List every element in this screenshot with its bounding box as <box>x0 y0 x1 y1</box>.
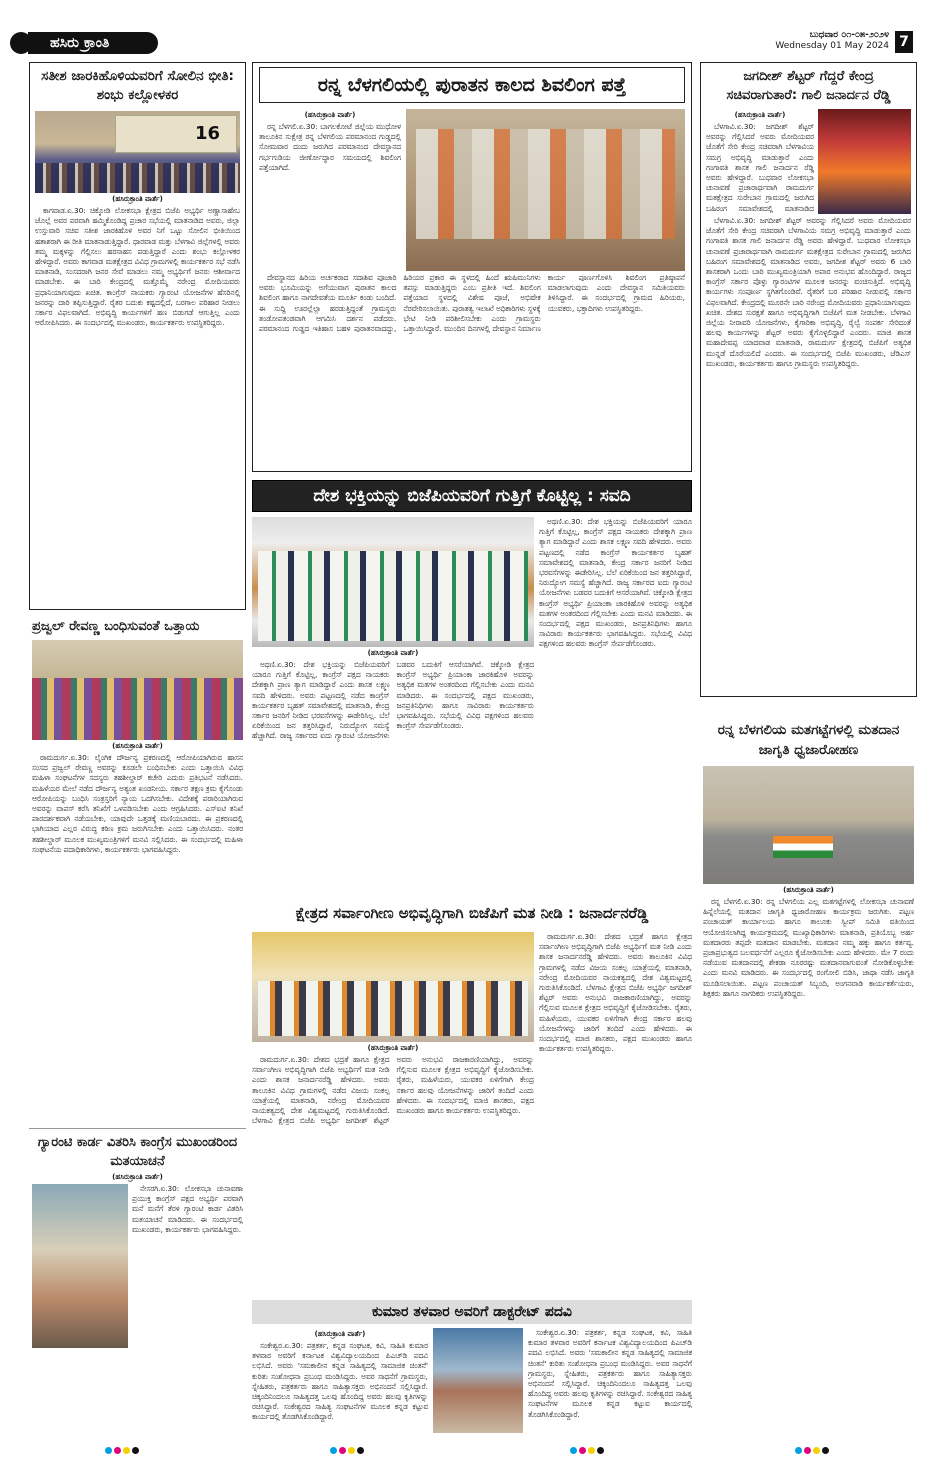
body-text: ರನ್ನ ಬೆಳಗಲಿ.ಏ.30: ಬಾಗಲಕೋಟೆ ಜಿಲ್ಲೆಯ ಮುಧೋಳ ತಾಲೂಕಿನ ಸುಕ್ಷೇತ್ರ ರನ್ನ ಬೆಳಗಲಿಯ ಪರಮಾನಂದ ಗುಡ್ಡದಲ್ಲಿ ಸೋಮವಾರ ದಂದು ಜರುಗಿದ ಪರಮಾನಂದ ದೇವಸ್ಥಾನದ ಗರ್ಭಗುಡಿಯ ಜೀರ್ಣೋದ್ಧಾರ ಸಮಯದಲ್ಲಿ ಶಿವಲಿಂಗ ಪತ್ತೆಯಾಗಿದೆ. <box>259 122 401 172</box>
photo-people <box>258 551 528 641</box>
left-story-3-body <box>132 1184 243 1384</box>
left-story-2-photo <box>32 640 243 740</box>
bureau-credit: (ಹಸಿರುಕ್ರಾಂತಿ ವಾರ್ತೆ) <box>112 1173 163 1181</box>
bureau-credit: (ಹಸಿರುಕ್ರಾಂತಿ ವಾರ್ತೆ) <box>304 111 356 119</box>
center-top-headline: ರನ್ನ ಬೆಳಗಲಿಯಲ್ಲಿ ಪುರಾತನ ಕಾಲದ ಶಿವಲಿಂಗ ಪತ್ತೆ <box>259 67 685 103</box>
center-top-body <box>259 273 685 458</box>
right-story-1-headline: ಜಗದೀಶ್ ಶೆಟ್ಟರ್ ಗೆದ್ದರೆ ಕೇಂದ್ರ ಸಚಿವರಾಗುತಾರೆ: ಗಾಲಿ ಜನಾರ್ದನ ರೆಡ್ಡಿ <box>726 69 891 103</box>
center-bottom-story <box>252 1300 692 1440</box>
magenta-dot <box>339 1447 346 1454</box>
masthead-title: ಹಸಿರು ಕ್ರಾಂತಿ <box>28 32 158 54</box>
body-text: ಬೆಳಗಾವಿ.ಏ.30: ಜಗದೀಶ್ ಶೆಟ್ಟರ್ ಅವರನ್ನು ಗೆಲ್ಲಿಸಿದರೆ ಅವರು ಮೋದಿಯವರ ಜೊತೆಗೆ ಸೇರಿ ಕೇಂದ್ರ ಸಚಿವರಾಗಿ ಬೆಳಗಾವಿಯ ಸಮಗ್ರ ಅಭಿವೃದ್ಧಿ ಮಾಡುತ್ತಾರೆ ಎಂದು ಗಂಗಾವತಿ ಶಾಸಕ ಗಾಲಿ ಜನಾರ್ದನ ರೆಡ್ಡಿ ಅವರು ಹೇಳಿದ್ದಾರೆ. ಬುಧವಾರ ಲೋಕಸಭಾ ಚುನಾವಣೆ ಪ್ರಚಾರಾರ್ಥವಾಗಿ ರಾಮದುರ್ಗ ಮತಕ್ಷೇತ್ರದ ಸುರೇಬಾನ ಗ್ರಾಮದಲ್ಲಿ ಜರುಗಿದ ಬಹಿರಂಗ ಸಮಾವೇಶದಲ್ಲಿ ಮಾತನಾಡಿದ ಅವರು, ಜಗದೀಶ ಶೆಟ್ಟರ್ ಅವರು 6 ಬಾರಿ ಶಾಸಕರಾಗಿ ಒಂದು ಬಾರಿ ಮುಖ್ಯಮಂತ್ರಿಯಾಗಿ ಅಪಾರ ಅನುಭವ ಹೊಂದಿದ್ದಾರೆ. ರಾಜ್ಯದ ಕಾಂಗ್ರೆಸ್ ಸರ್ಕಾರ ಪೊಳ್ಳು ಗ್ಯಾರಂಟಿಗಳ ಮೂಲಕ ಜನರನ್ನು ವಂಚಿಸುತ್ತಿದೆ. ಅಭಿವೃದ್ಧಿ ಕಾರ್ಯಗಳು ಸಂಪೂರ್ಣ ಸ್ಥಗಿತಗೊಂಡಿವೆ. ರೈತರಿಗೆ ಬರ ಪರಿಹಾರ ನೀಡುವಲ್ಲಿ ಸರ್ಕಾರ ವಿಫಲವಾಗಿದೆ. ಕೇಂದ್ರದಲ್ಲಿ ಮೂರನೇ ಬಾರಿ ನರೇಂದ್ರ ಮೋದಿಯವರು ಪ್ರಧಾನಿಯಾಗುವುದು ಖಚಿತ. ದೇಶದ ಸುರಕ್ಷತೆ ಹಾಗೂ ಅಭಿವೃದ್ಧಿಗಾಗಿ ಬಿಜೆಪಿಗೆ ಮತ ನೀಡಬೇಕು. ಬೆಳಗಾವಿ ಜಿಲ್ಲೆಯ ನೀರಾವರಿ ಯೋಜನೆಗಳು, ಕೈಗಾರಿಕಾ ಅಭಿವೃದ್ಧಿ, ರೈಲ್ವೆ ಸಂಪರ್ಕ ಸೇರಿದಂತೆ ಹಲವು ಕಾರ್ಯಗಳನ್ನು ಶೆಟ್ಟರ್ ಅವರು ಕೈಗೊಳ್ಳಲಿದ್ದಾರೆ ಎಂದರು. ಮಾಜಿ ಶಾಸಕ ಮಹಾದೇವಪ್ಪ ಯಾದವಾಡ ಮಾತನಾಡಿ, ರಾಮದುರ್ಗ ಕ್ಷೇತ್ರದಲ್ಲಿ ಬಿಜೆಪಿಗೆ ಅತ್ಯಧಿಕ ಮುನ್ನಡೆ ದೊರೆಯಲಿದೆ ಎಂದರು. ಈ ಸಂದರ್ಭದಲ್ಲಿ ಬಿಜೆಪಿ ಮುಖಂಡರು, ಜೆಡಿಎಸ್ ಮುಖಂಡರು, ಕಾರ್ಯಕರ್ತರು ಹಾಗೂ ಗ್ರಾಮಸ್ಥರು ಉಪಸ್ಥಿತರಿದ್ದರು. <box>706 216 911 368</box>
center-lower-body-cont <box>539 932 692 1290</box>
photo-banner-number: 16 <box>195 123 221 144</box>
bureau-credit: (ಹಸಿರುಕ್ರಾಂತಿ ವಾರ್ತೆ) <box>367 1044 419 1052</box>
bureau-credit: (ಹಸಿರುಕ್ರಾಂತಿ ವಾರ್ತೆ) <box>734 111 786 119</box>
registration-marks-3 <box>570 1447 604 1454</box>
right-story-2 <box>700 720 917 1440</box>
left-story-3-photo <box>32 1184 128 1348</box>
center-top-story <box>252 62 692 472</box>
bureau-credit: (ಹಸಿರುಕ್ರಾಂತಿ ವಾರ್ತೆ) <box>783 886 834 894</box>
right-story-1-intro <box>706 122 814 214</box>
dateline-english: Wednesday 01 May 2024 <box>775 41 889 51</box>
registration-marks-4 <box>795 1447 829 1454</box>
body-text: ನೇಸರಗಿ.ಏ.30: ಲೋಕಸಭಾ ಚುನಾವಣಾ ಪ್ರಯುಕ್ತ ಕಾಂಗ್ರೆಸ್ ಪಕ್ಷದ ಅಭ್ಯರ್ಥಿ ಪರವಾಗಿ ಮನೆ ಮನೆಗೆ ತೆರಳಿ ಗ್ಯಾರಂಟಿ ಕಾರ್ಡ ವಿತರಿಸಿ ಮತಯಾಚನೆ ಮಾಡಿದರು. ಈ ಸಂದರ್ಭದಲ್ಲಿ ಮುಖಂಡರು, ಕಾರ್ಯಕರ್ತರು ಭಾಗವಹಿಸಿದ್ದರು. <box>132 1184 243 1234</box>
center-mid-photo <box>252 517 534 647</box>
right-story-1-body <box>706 216 911 686</box>
body-text: ಬೆಳಗಾವಿ.ಏ.30: ಜಗದೀಶ್ ಶೆಟ್ಟರ್ ಅವರನ್ನು ಗೆಲ್ಲಿಸಿದರೆ ಅವರು ಮೋದಿಯವರ ಜೊತೆಗೆ ಸೇರಿ ಕೇಂದ್ರ ಸಚಿವರಾಗಿ ಬೆಳಗಾವಿಯ ಸಮಗ್ರ ಅಭಿವೃದ್ಧಿ ಮಾಡುತ್ತಾರೆ ಎಂದು ಗಂಗಾವತಿ ಶಾಸಕ ಗಾಲಿ ಜನಾರ್ದನ ರೆಡ್ಡಿ ಅವರು ಹೇಳಿದ್ದಾರೆ. ಬುಧವಾರ ಲೋಕಸಭಾ ಚುನಾವಣೆ ಪ್ರಚಾರಾರ್ಥವಾಗಿ ರಾಮದುರ್ಗ ಮತಕ್ಷೇತ್ರದ ಸುರೇಬಾನ ಗ್ರಾಮದಲ್ಲಿ ಜರುಗಿದ ಬಹಿರಂಗ ಸಮಾವೇಶದಲ್ಲಿ ಮಾತನಾಡಿದ <box>706 122 814 213</box>
cyan-dot <box>105 1447 112 1454</box>
body-text: ಸಂಕೇಶ್ವರ.ಏ.30: ಪತ್ರಕರ್ತ, ಕನ್ನಡ ಸಂಘಟಕ, ಕವಿ, ಸಾಹಿತಿ ಕುಮಾರ ತಳವಾರ ಅವರಿಗೆ ಕರ್ನಾಟಕ ವಿಶ್ವವಿದ್ಯಾಲಯದಿಂದ ಪಿಎಚ್‌ಡಿ ಪದವಿ ಲಭಿಸಿದೆ. ಅವರು 'ಸಮಕಾಲೀನ ಕನ್ನಡ ಸಾಹಿತ್ಯದಲ್ಲಿ ಸಾಮಾಜಿಕ ಚಿಂತನೆ' ಕುರಿತು ಸಂಶೋಧನಾ ಪ್ರಬಂಧ ಮಂಡಿಸಿದ್ದರು. ಅವರ ಸಾಧನೆಗೆ ಗ್ರಾಮಸ್ಥರು, ಸ್ನೇಹಿತರು, ಪತ್ರಕರ್ತರು ಹಾಗೂ ಸಾಹಿತ್ಯಾಸಕ್ತರು ಅಭಿನಂದನೆ ಸಲ್ಲಿಸಿದ್ದಾರೆ. ಚಿಕ್ಕಂದಿನಿಂದಲೂ ಸಾಹಿತ್ಯದತ್ತ ಒಲವು ಹೊಂದಿದ್ದ ಅವರು ಹಲವು ಕೃತಿಗಳನ್ನು ರಚಿಸಿದ್ದಾರೆ. ಸಂಕೇಶ್ವರದ ಸಾಹಿತ್ಯ ಸಂಘಟನೆಗಳ ಮೂಲಕ ಕನ್ನಡ ಕಟ್ಟುವ ಕಾರ್ಯದಲ್ಲಿ ತೊಡಗಿಸಿಕೊಂಡಿದ್ದಾರೆ. <box>252 1341 428 1422</box>
black-dot <box>132 1447 139 1454</box>
speaker-photo <box>818 109 911 214</box>
center-top-intro <box>259 122 401 270</box>
photo-crowd <box>32 678 243 740</box>
left-story-1-headline: ಸತೀಶ ಜಾರಕಿಹೊಳಿಯವರಿಗೆ ಸೋಲಿನ ಭೀತಿ: ಶಂಭು ಕಲ್ಲೋಳಕರ <box>41 68 234 103</box>
left-story-1-body <box>35 206 240 621</box>
center-lower-photo <box>252 932 534 1042</box>
left-story-1-photo <box>35 111 240 193</box>
body-text: ಸಂಕೇಶ್ವರ.ಏ.30: ಪತ್ರಕರ್ತ, ಕನ್ನಡ ಸಂಘಟಕ, ಕವಿ, ಸಾಹಿತಿ ಕುಮಾರ ತಳವಾರ ಅವರಿಗೆ ಕರ್ನಾಟಕ ವಿಶ್ವವಿದ್ಯಾಲಯದಿಂದ ಪಿಎಚ್‌ಡಿ ಪದವಿ ಲಭಿಸಿದೆ. ಅವರು 'ಸಮಕಾಲೀನ ಕನ್ನಡ ಸಾಹಿತ್ಯದಲ್ಲಿ ಸಾಮಾಜಿಕ ಚಿಂತನೆ' ಕುರಿತು ಸಂಶೋಧನಾ ಪ್ರಬಂಧ ಮಂಡಿಸಿದ್ದರು. ಅವರ ಸಾಧನೆಗೆ ಗ್ರಾಮಸ್ಥರು, ಸ್ನೇಹಿತರು, ಪತ್ರಕರ್ತರು ಹಾಗೂ ಸಾಹಿತ್ಯಾಸಕ್ತರು ಅಭಿನಂದನೆ ಸಲ್ಲಿಸಿದ್ದಾರೆ. ಚಿಕ್ಕಂದಿನಿಂದಲೂ ಸಾಹಿತ್ಯದತ್ತ ಒಲವು ಹೊಂದಿದ್ದ ಅವರು ಹಲವು ಕೃತಿಗಳನ್ನು ರಚಿಸಿದ್ದಾರೆ. ಸಂಕೇಶ್ವರದ ಸಾಹಿತ್ಯ ಸಂಘಟನೆಗಳ ಮೂಲಕ ಕನ್ನಡ ಕಟ್ಟುವ ಕಾರ್ಯದಲ್ಲಿ ತೊಡಗಿಸಿಕೊಂಡಿದ್ದಾರೆ. <box>528 1328 692 1419</box>
black-dot <box>597 1447 604 1454</box>
body-text: ಕಾಗವಾಡ.ಏ.30: ಚಿಕ್ಕೋಡಿ ಲೋಕಸಭಾ ಕ್ಷೇತ್ರದ ಬಿಜೆಪಿ ಅಭ್ಯರ್ಥಿ ಅಣ್ಣಾಸಾಹೇಬ ಜೊಲ್ಲೆ ಅವರ ಪರವಾಗಿ ಹಮ್ಮಿಕೊಂಡಿದ್ದ ಪ್ರಚಾರ ಸಭೆಯಲ್ಲಿ ಮಾತನಾಡಿದ ಅವರು, ಜಿಲ್ಲಾ ಉಸ್ತುವಾರಿ ಸಚಿವ ಸತೀಶ ಜಾರಕಿಹೊಳಿ ಅವರ ನಿಗೆ ಒಟ್ಟು ಸೋಲಿನ ಭೀತಿಯಿಂದ ಹತಾಶರಾಗಿ ಈ ರೀತಿ ಮಾತನಾಡುತ್ತಿದ್ದಾರೆ. ಧಾರವಾಡ ಮತ್ತು ಬೆಳಗಾವಿ ಜಿಲ್ಲೆಗಳಲ್ಲಿ ಅವರು ತಮ್ಮ ಮಕ್ಕಳನ್ನು ಗೆಲ್ಲಿಸಲು ಹರಸಾಹಸ ಪಡುತ್ತಿದ್ದಾರೆ ಎಂದು ಶಂಭು ಕಲ್ಲೋಳಕರ ಹೇಳಿದ್ದಾರೆ. ಅವರು ಕಾಗವಾಡ ಮತಕ್ಷೇತ್ರದ ವಿವಿಧ ಗ್ರಾಮಗಳಲ್ಲಿ ಕಾರ್ಯಕರ್ತರ ಸಭೆ ನಡೆಸಿ ಮಾತನಾಡಿ, ಸಂಸದರಾಗಿ ಜನರ ಸೇವೆ ಮಾಡಲು ನಮ್ಮ ಅಭ್ಯರ್ಥಿಗೆ ಜನರು ಆಶೀರ್ವಾದ ಮಾಡಬೇಕು. ಈ ಬಾರಿ ಕೇಂದ್ರದಲ್ಲಿ ಮತ್ತೊಮ್ಮೆ ನರೇಂದ್ರ ಮೋದಿಯವರು ಪ್ರಧಾನಿಯಾಗುವುದು ಖಚಿತ. ಕಾಂಗ್ರೆಸ್ ನಾಯಕರು ಗ್ಯಾರಂಟಿ ಯೋಜನೆಗಳ ಹೆಸರಿನಲ್ಲಿ ಜನರನ್ನು ದಾರಿ ತಪ್ಪಿಸುತ್ತಿದ್ದಾರೆ. ರೈತರ ಬದುಕು ಕಷ್ಟದಲ್ಲಿದೆ, ಬರಗಾಲ ಪರಿಹಾರ ನೀಡಲು ಸರ್ಕಾರ ವಿಫಲವಾಗಿದೆ. ಅಭಿವೃದ್ಧಿ ಕಾರ್ಯಗಳಿಗೆ ಹಣ ಬಿಡುಗಡೆ ಆಗುತ್ತಿಲ್ಲ ಎಂದು ಆರೋಪಿಸಿದರು. ಈ ಸಂದರ್ಭದಲ್ಲಿ ಮುಖಂಡರು, ಕಾರ್ಯಕರ್ತರು ಉಪಸ್ಥಿತರಿದ್ದರು. <box>35 206 240 328</box>
center-mid-story <box>252 480 692 890</box>
left-story-1 <box>29 62 246 610</box>
body-text: ದೇವಸ್ಥಾನದ ಹಿರಿಯ ಅರ್ಚಕರಾದ ಸದಾಶಿವ ಪೂಜಾರಿ ಅವರು ಭೂಮಿಯನ್ನು ಅಗೆಯುವಾಗ ಪುರಾತನ ಕಾಲದ ಶಿವಲಿಂಗ ಹಾಗೂ ನಾಗದೇವತೆಯ ಮೂರ್ತಿ ಕಂಡು ಬಂದಿದೆ. ಈ ಸುದ್ದಿ ಊರಲ್ಲೆಲ್ಲಾ ಹರಡುತ್ತಿದ್ದಂತೆ ಗ್ರಾಮಸ್ಥರು ತಂಡೋಪತಂಡವಾಗಿ ಆಗಮಿಸಿ ದರ್ಶನ ಪಡೆದರು. ಪರಮಾನಂದ ಗುಡ್ಡದ ಇತಿಹಾಸ ಬಹಳ ಪುರಾತನವಾದದ್ದು, ಹಿರಿಯರ ಪ್ರಕಾರ ಈ ಸ್ಥಳದಲ್ಲಿ ಹಿಂದೆ ಋಷಿಮುನಿಗಳು ತಪಸ್ಸು ಮಾಡುತ್ತಿದ್ದರು ಎಂಬ ಪ್ರತೀತಿ ಇದೆ. ಶಿವಲಿಂಗ ಪತ್ತೆಯಾದ ಸ್ಥಳದಲ್ಲಿ ವಿಶೇಷ ಪೂಜೆ, ಅಭಿಷೇಕ ನೆರವೇರಿಸಲಾಯಿತು. ಪುರಾತತ್ವ ಇಲಾಖೆ ಅಧಿಕಾರಿಗಳು ಸ್ಥಳಕ್ಕೆ ಭೇಟಿ ನೀಡಿ ಪರಿಶೀಲಿಸಬೇಕು ಎಂದು ಗ್ರಾಮಸ್ಥರು ಒತ್ತಾಯಿಸಿದ್ದಾರೆ. ಮುಂದಿನ ದಿನಗಳಲ್ಲಿ ದೇವಸ್ಥಾನ ನಿರ್ಮಾಣ ಕಾರ್ಯ ಪೂರ್ಣಗೊಳಿಸಿ ಶಿವಲಿಂಗ ಪ್ರತಿಷ್ಠಾಪನೆ ಮಾಡಲಾಗುವುದು ಎಂದು ದೇವಸ್ಥಾನ ಸಮಿತಿಯವರು ತಿಳಿಸಿದ್ದಾರೆ. ಈ ಸಂದರ್ಭದಲ್ಲಿ ಗ್ರಾಮದ ಹಿರಿಯರು, ಯುವಕರು, ಭಕ್ತಾದಿಗಳು ಉಪಸ್ಥಿತರಿದ್ದರು. <box>259 273 685 334</box>
dateline-kannada: ಬುಧವಾರ ೦೧-೦೫-೨೦೨೪ <box>809 30 889 40</box>
center-bottom-body-cont <box>528 1328 692 1433</box>
center-mid-body <box>252 660 534 895</box>
left-story-3 <box>29 1128 246 1443</box>
magenta-dot <box>804 1447 811 1454</box>
right-story-2-photo <box>703 766 914 884</box>
bureau-credit: (ಹಸಿರುಕ್ರಾಂತಿ ವಾರ್ತೆ) <box>367 649 419 657</box>
body-text: ರಾಮದುರ್ಗ.ಏ.30: ದೇಶದ ಭದ್ರತೆ ಹಾಗೂ ಕ್ಷೇತ್ರದ ಸರ್ವಾಂಗೀಣ ಅಭಿವೃದ್ಧಿಗಾಗಿ ಬಿಜೆಪಿ ಅಭ್ಯರ್ಥಿಗೆ ಮತ ನೀಡಿ ಎಂದು ಶಾಸಕ ಜನಾರ್ದನರೆಡ್ಡಿ ಹೇಳಿದರು. ಅವರು ತಾಲೂಕಿನ ವಿವಿಧ ಗ್ರಾಮಗಳಲ್ಲಿ ನಡೆದ ವಿಜಯ ಸಂಕಲ್ಪ ಯಾತ್ರೆಯಲ್ಲಿ ಮಾತನಾಡಿ, ನರೇಂದ್ರ ಮೋದಿಯವರ ನಾಯಕತ್ವದಲ್ಲಿ ದೇಶ ವಿಶ್ವಮಟ್ಟದಲ್ಲಿ ಗುರುತಿಸಿಕೊಂಡಿದೆ. ಬೆಳಗಾವಿ ಕ್ಷೇತ್ರದ ಬಿಜೆಪಿ ಅಭ್ಯರ್ಥಿ ಜಗದೀಶ್ ಶೆಟ್ಟರ್ ಅವರು ಅನುಭವಿ ರಾಜಕಾರಣಿಯಾಗಿದ್ದು, ಅವರನ್ನು ಗೆಲ್ಲಿಸುವ ಮೂಲಕ ಕ್ಷೇತ್ರದ ಅಭಿವೃದ್ಧಿಗೆ ಕೈಜೋಡಿಸಬೇಕು. ರೈತರು, ಮಹಿಳೆಯರು, ಯುವಕರ ಏಳಿಗೆಗಾಗಿ ಕೇಂದ್ರ ಸರ್ಕಾರ ಹಲವು ಯೋಜನೆಗಳನ್ನು ಜಾರಿಗೆ ತಂದಿದೆ ಎಂದು ಹೇಳಿದರು. ಈ ಸಂದರ್ಭದಲ್ಲಿ ಮಾಜಿ ಶಾಸಕರು, ಪಕ್ಷದ ಮುಖಂಡರು ಹಾಗೂ ಕಾರ್ಯಕರ್ತರು ಉಪಸ್ಥಿತರಿದ್ದರು. <box>252 1055 534 1126</box>
body-text: ರಾಮದುರ್ಗ.ಏ.30: ದೇಶದ ಭದ್ರತೆ ಹಾಗೂ ಕ್ಷೇತ್ರದ ಸರ್ವಾಂಗೀಣ ಅಭಿವೃದ್ಧಿಗಾಗಿ ಬಿಜೆಪಿ ಅಭ್ಯರ್ಥಿಗೆ ಮತ ನೀಡಿ ಎಂದು ಶಾಸಕ ಜನಾರ್ದನರೆಡ್ಡಿ ಹೇಳಿದರು. ಅವರು ತಾಲೂಕಿನ ವಿವಿಧ ಗ್ರಾಮಗಳಲ್ಲಿ ನಡೆದ ವಿಜಯ ಸಂಕಲ್ಪ ಯಾತ್ರೆಯಲ್ಲಿ ಮಾತನಾಡಿ, ನರೇಂದ್ರ ಮೋದಿಯವರ ನಾಯಕತ್ವದಲ್ಲಿ ದೇಶ ವಿಶ್ವಮಟ್ಟದಲ್ಲಿ ಗುರುತಿಸಿಕೊಂಡಿದೆ. ಬೆಳಗಾವಿ ಕ್ಷೇತ್ರದ ಬಿಜೆಪಿ ಅಭ್ಯರ್ಥಿ ಜಗದೀಶ್ ಶೆಟ್ಟರ್ ಅವರು ಅನುಭವಿ ರಾಜಕಾರಣಿಯಾಗಿದ್ದು, ಅವರನ್ನು ಗೆಲ್ಲಿಸುವ ಮೂಲಕ ಕ್ಷೇತ್ರದ ಅಭಿವೃದ್ಧಿಗೆ ಕೈಜೋಡಿಸಬೇಕು. ರೈತರು, ಮಹಿಳೆಯರು, ಯುವಕರ ಏಳಿಗೆಗಾಗಿ ಕೇಂದ್ರ ಸರ್ಕಾರ ಹಲವು ಯೋಜನೆಗಳನ್ನು ಜಾರಿಗೆ ತಂದಿದೆ ಎಂದು ಹೇಳಿದರು. ಈ ಸಂದರ್ಭದಲ್ಲಿ ಮಾಜಿ ಶಾಸಕರು, ಪಕ್ಷದ ಮುಖಂಡರು ಹಾಗೂ ಕಾರ್ಯಕರ್ತರು ಉಪಸ್ಥಿತರಿದ್ದರು. <box>539 932 692 1054</box>
photo-flag-rangoli <box>773 836 833 858</box>
black-dot <box>357 1447 364 1454</box>
center-lower-body <box>252 1055 534 1285</box>
magenta-dot <box>579 1447 586 1454</box>
bureau-credit: (ಹಸಿರುಕ್ರಾಂತಿ ವಾರ್ತೆ) <box>112 742 163 750</box>
yellow-dot <box>588 1447 595 1454</box>
center-lower-headline: ಕ್ಷೇತ್ರದ ಸರ್ವಾಂಗೀಣ ಅಭಿವೃದ್ಧಿಗಾಗಿ ಬಿಜೆಪಿಗೆ ಮತ ನೀಡಿ : ಜನಾರ್ದನರೆಡ್ಡಿ <box>295 904 649 922</box>
center-bottom-headline: ಕುಮಾರ ತಳವಾರ ಅವರಿಗೆ ಡಾಕ್ಟರೇಟ್ ಪದವಿ <box>252 1300 692 1324</box>
center-mid-headline: ದೇಶ ಭಕ್ತಿಯನ್ನು ಬಿಜೆಪಿಯವರಿಗೆ ಗುತ್ತಿಗೆ ಕೊಟ್ಟಿಲ್ಲ : ಸವದಿ <box>252 480 692 512</box>
black-dot <box>822 1447 829 1454</box>
yellow-dot <box>348 1447 355 1454</box>
right-story-2-body <box>703 897 914 1437</box>
right-story-1 <box>700 62 917 697</box>
magenta-dot <box>114 1447 121 1454</box>
cyan-dot <box>795 1447 802 1454</box>
dateline <box>693 30 913 52</box>
left-story-2 <box>29 618 246 1118</box>
right-story-2-headline: ರನ್ನ ಬೆಳಗಲಿಯ ಮತಗಟ್ಟೆಗಳಲ್ಲಿ ಮತದಾನ ಜಾಗೃತಿ ಧ್ವಜಾರೋಹಣ <box>717 722 900 758</box>
body-text: ರನ್ನ ಬೆಳಗಲಿ.ಏ.30: ರನ್ನ ಬೆಳಗಲಿಯ ಎಲ್ಲ ಮತಗಟ್ಟೆಗಳಲ್ಲಿ ಲೋಕಸಭಾ ಚುನಾವಣೆ ಹಿನ್ನೆಲೆಯಲ್ಲಿ ಮತದಾನ ಜಾಗೃತಿ ಧ್ವಜಾರೋಹಣ ಕಾರ್ಯಕ್ರಮ ಜರುಗಿತು. ಪಟ್ಟಣ ಪಂಚಾಯತ್ ಕಾರ್ಯಾಲಯ ಹಾಗೂ ತಾಲೂಕು ಸ್ವೀಪ್ ಸಮಿತಿ ವತಿಯಿಂದ ಆಯೋಜಿಸಲಾಗಿದ್ದ ಕಾರ್ಯಕ್ರಮದಲ್ಲಿ ಮುಖ್ಯಾಧಿಕಾರಿಗಳು ಮಾತನಾಡಿ, ಪ್ರತಿಯೊಬ್ಬ ಅರ್ಹ ಮತದಾರರು ತಪ್ಪದೇ ಮತದಾನ ಮಾಡಬೇಕು. ಮತದಾನ ನಮ್ಮ ಹಕ್ಕು ಹಾಗೂ ಕರ್ತವ್ಯ. ಪ್ರಜಾಪ್ರಭುತ್ವದ ಬಲವರ್ಧನೆಗೆ ಎಲ್ಲರೂ ಕೈಜೋಡಿಸಬೇಕು ಎಂದು ಹೇಳಿದರು. ಮೇ 7 ರಂದು ನಡೆಯುವ ಮತದಾನದಲ್ಲಿ ಶೇಕಡಾ ನೂರರಷ್ಟು ಮತದಾನವಾಗುವಂತೆ ನೋಡಿಕೊಳ್ಳಬೇಕು ಎಂದು ಮನವಿ ಮಾಡಿದರು. ಈ ಸಂದರ್ಭದಲ್ಲಿ ರಂಗೋಲಿ ಬಿಡಿಸಿ, ಜಾಥಾ ನಡೆಸಿ ಜಾಗೃತಿ ಮೂಡಿಸಲಾಯಿತು. ಪಟ್ಟಣ ಪಂಚಾಯತ್ ಸಿಬ್ಬಂದಿ, ಅಂಗನವಾಡಿ ಕಾರ್ಯಕರ್ತೆಯರು, ಶಿಕ್ಷಕರು ಹಾಗೂ ನಾಗರಿಕರು ಉಪಸ್ಥಿತರಿದ್ದರು. <box>703 897 914 998</box>
registration-marks-1 <box>105 1447 139 1454</box>
body-text: ಅಥಣಿ.ಏ.30: ದೇಶ ಭಕ್ತಿಯನ್ನು ಬಿಜೆಪಿಯವರಿಗೆ ಯಾರೂ ಗುತ್ತಿಗೆ ಕೊಟ್ಟಿಲ್ಲ, ಕಾಂಗ್ರೆಸ್ ಪಕ್ಷದ ನಾಯಕರು ದೇಶಕ್ಕಾಗಿ ಪ್ರಾಣ ತ್ಯಾಗ ಮಾಡಿದ್ದಾರೆ ಎಂದು ಶಾಸಕ ಲಕ್ಷ್ಮಣ ಸವದಿ ಹೇಳಿದರು. ಅವರು ಪಟ್ಟಣದಲ್ಲಿ ನಡೆದ ಕಾಂಗ್ರೆಸ್ ಕಾರ್ಯಕರ್ತರ ಬೃಹತ್ ಸಮಾವೇಶದಲ್ಲಿ ಮಾತನಾಡಿ, ಕೇಂದ್ರ ಸರ್ಕಾರ ಜನರಿಗೆ ನೀಡಿದ ಭರವಸೆಗಳನ್ನು ಈಡೇರಿಸಿಲ್ಲ. ಬೆಲೆ ಏರಿಕೆಯಿಂದ ಜನ ತತ್ತರಿಸಿದ್ದಾರೆ, ನಿರುದ್ಯೋಗ ಸಮಸ್ಯೆ ಹೆಚ್ಚಾಗಿದೆ. ರಾಜ್ಯ ಸರ್ಕಾರದ ಐದು ಗ್ಯಾರಂಟಿ ಯೋಜನೆಗಳು ಬಡವರ ಬದುಕಿಗೆ ಆಸರೆಯಾಗಿವೆ. ಚಿಕ್ಕೋಡಿ ಕ್ಷೇತ್ರದ ಕಾಂಗ್ರೆಸ್ ಅಭ್ಯರ್ಥಿ ಪ್ರಿಯಾಂಕಾ ಜಾರಕಿಹೊಳಿ ಅವರನ್ನು ಅತ್ಯಧಿಕ ಮತಗಳ ಅಂತರದಿಂದ ಗೆಲ್ಲಿಸಬೇಕು ಎಂದು ಮನವಿ ಮಾಡಿದರು. ಈ ಸಂದರ್ಭದಲ್ಲಿ ಪಕ್ಷದ ಮುಖಂಡರು, ಜನಪ್ರತಿನಿಧಿಗಳು ಹಾಗೂ ಸಾವಿರಾರು ಕಾರ್ಯಕರ್ತರು ಭಾಗವಹಿಸಿದ್ದರು. ಸಭೆಯಲ್ಲಿ ವಿವಿಧ ಪಕ್ಷಗಳಿಂದ ಹಲವರು ಕಾಂಗ್ರೆಸ್ ಸೇರ್ಪಡೆಗೊಂಡರು. <box>539 517 692 649</box>
portrait-photo <box>433 1328 523 1433</box>
photo-people <box>416 129 675 239</box>
cyan-dot <box>330 1447 337 1454</box>
body-text: ಅಥಣಿ.ಏ.30: ದೇಶ ಭಕ್ತಿಯನ್ನು ಬಿಜೆಪಿಯವರಿಗೆ ಯಾರೂ ಗುತ್ತಿಗೆ ಕೊಟ್ಟಿಲ್ಲ, ಕಾಂಗ್ರೆಸ್ ಪಕ್ಷದ ನಾಯಕರು ದೇಶಕ್ಕಾಗಿ ಪ್ರಾಣ ತ್ಯಾಗ ಮಾಡಿದ್ದಾರೆ ಎಂದು ಶಾಸಕ ಲಕ್ಷ್ಮಣ ಸವದಿ ಹೇಳಿದರು. ಅವರು ಪಟ್ಟಣದಲ್ಲಿ ನಡೆದ ಕಾಂಗ್ರೆಸ್ ಕಾರ್ಯಕರ್ತರ ಬೃಹತ್ ಸಮಾವೇಶದಲ್ಲಿ ಮಾತನಾಡಿ, ಕೇಂದ್ರ ಸರ್ಕಾರ ಜನರಿಗೆ ನೀಡಿದ ಭರವಸೆಗಳನ್ನು ಈಡೇರಿಸಿಲ್ಲ. ಬೆಲೆ ಏರಿಕೆಯಿಂದ ಜನ ತತ್ತರಿಸಿದ್ದಾರೆ, ನಿರುದ್ಯೋಗ ಸಮಸ್ಯೆ ಹೆಚ್ಚಾಗಿದೆ. ರಾಜ್ಯ ಸರ್ಕಾರದ ಐದು ಗ್ಯಾರಂಟಿ ಯೋಜನೆಗಳು ಬಡವರ ಬದುಕಿಗೆ ಆಸರೆಯಾಗಿವೆ. ಚಿಕ್ಕೋಡಿ ಕ್ಷೇತ್ರದ ಕಾಂಗ್ರೆಸ್ ಅಭ್ಯರ್ಥಿ ಪ್ರಿಯಾಂಕಾ ಜಾರಕಿಹೊಳಿ ಅವರನ್ನು ಅತ್ಯಧಿಕ ಮತಗಳ ಅಂತರದಿಂದ ಗೆಲ್ಲಿಸಬೇಕು ಎಂದು ಮನವಿ ಮಾಡಿದರು. ಈ ಸಂದರ್ಭದಲ್ಲಿ ಪಕ್ಷದ ಮುಖಂಡರು, ಜನಪ್ರತಿನಿಧಿಗಳು ಹಾಗೂ ಸಾವಿರಾರು ಕಾರ್ಯಕರ್ತರು ಭಾಗವಹಿಸಿದ್ದರು. ಸಭೆಯಲ್ಲಿ ವಿವಿಧ ಪಕ್ಷಗಳಿಂದ ಹಲವರು ಕಾಂಗ್ರೆಸ್ ಸೇರ್ಪಡೆಗೊಂಡರು. <box>252 660 534 741</box>
left-story-2-body <box>32 753 243 1119</box>
body-text: ರಾಮದುರ್ಗ.ಏ.30: ಲೈಂಗಿಕ ದೌರ್ಜನ್ಯ ಪ್ರಕರಣದಲ್ಲಿ ಆರೋಪಿಯಾಗಿರುವ ಹಾಸನ ಸಂಸದ ಪ್ರಜ್ವಲ್ ರೇವಣ್ಣ ಅವರನ್ನು ಕೂಡಲೇ ಬಂಧಿಸಬೇಕು ಎಂದು ಒತ್ತಾಯಿಸಿ ವಿವಿಧ ಮಹಿಳಾ ಸಂಘಟನೆಗಳ ಸದಸ್ಯರು ತಹಶೀಲ್ದಾರ್ ಕಚೇರಿ ಎದುರು ಪ್ರತಿಭಟನೆ ನಡೆಸಿದರು. ಮಹಿಳೆಯರ ಮೇಲೆ ನಡೆದ ದೌರ್ಜನ್ಯ ಅತ್ಯಂತ ಖಂಡನೀಯ. ಸರ್ಕಾರ ತಕ್ಷಣ ಕ್ರಮ ಕೈಗೊಂಡು ಆರೋಪಿಯನ್ನು ಬಂಧಿಸಿ ಸಂತ್ರಸ್ತರಿಗೆ ನ್ಯಾಯ ಒದಗಿಸಬೇಕು. ವಿದೇಶಕ್ಕೆ ಪರಾರಿಯಾಗಿರುವ ಅವರನ್ನು ವಾಪಸ್ ಕರೆಸಿ ತನಿಖೆಗೆ ಒಳಪಡಿಸಬೇಕು ಎಂದು ಆಗ್ರಹಿಸಿದರು. ಎಸ್ಐಟಿ ತನಿಖೆ ಪಾರದರ್ಶಕವಾಗಿ ನಡೆಯಬೇಕು, ಯಾವುದೇ ಒತ್ತಡಕ್ಕೆ ಮಣಿಯಬಾರದು. ಈ ಪ್ರಕರಣದಲ್ಲಿ ಭಾಗಿಯಾದ ಎಲ್ಲರ ವಿರುದ್ಧ ಕಠಿಣ ಕ್ರಮ ಜರುಗಿಸಬೇಕು ಎಂದು ಒತ್ತಾಯಿಸಿದರು. ನಂತರ ತಹಶೀಲ್ದಾರ್ ಮೂಲಕ ಮುಖ್ಯಮಂತ್ರಿಗಳಿಗೆ ಮನವಿ ಸಲ್ಲಿಸಿದರು. ಈ ಸಂದರ್ಭದಲ್ಲಿ ಮಹಿಳಾ ಸಂಘಟನೆಯ ಪದಾಧಿಕಾರಿಗಳು, ಕಾರ್ಯಕರ್ತರು ಭಾಗವಹಿಸಿದ್ದರು. <box>32 753 243 854</box>
yellow-dot <box>813 1447 820 1454</box>
center-lower-story <box>252 898 692 1298</box>
yellow-dot <box>123 1447 130 1454</box>
bureau-credit: (ಹಸಿರುಕ್ರಾಂತಿ ವಾರ್ತೆ) <box>112 195 163 203</box>
center-mid-body-cont <box>539 517 692 889</box>
photo-people <box>258 981 528 1036</box>
left-story-2-headline: ಪ್ರಜ್ವಲ್ ರೇವಣ್ಣ ಬಂಧಿಸುವಂತೆ ಒತ್ತಾಯ <box>32 619 200 634</box>
bureau-credit: (ಹಸಿರುಕ್ರಾಂತಿ ವಾರ್ತೆ) <box>314 1330 366 1338</box>
registration-marks-2 <box>330 1447 364 1454</box>
page-number: 7 <box>895 31 913 53</box>
center-bottom-body <box>252 1341 428 1436</box>
photo-crowd <box>35 163 240 193</box>
left-story-3-headline: ಗ್ಯಾರಂಟಿ ಕಾರ್ಡ ವಿತರಿಸಿ ಕಾಂಗ್ರೆಸ ಮುಖಂಡರಿಂದ ಮತಯಾಚನೆ <box>37 1135 238 1169</box>
cyan-dot <box>570 1447 577 1454</box>
center-top-photo <box>406 109 685 271</box>
